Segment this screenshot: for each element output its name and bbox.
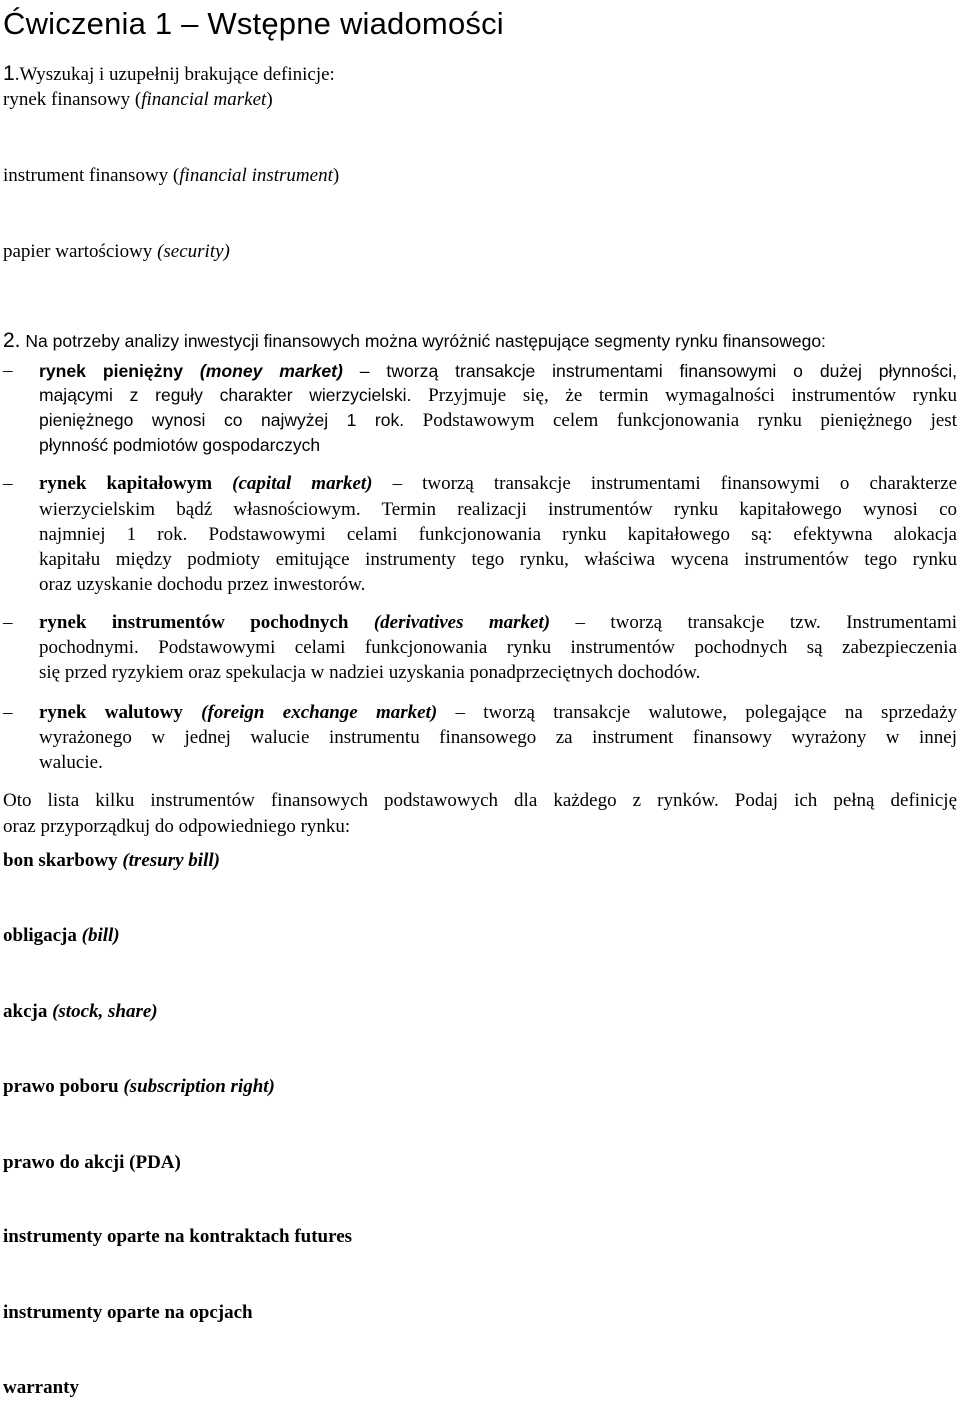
instrument-item bbox=[3, 1376, 79, 1400]
q1-item-english: financial market bbox=[141, 89, 267, 110]
instrument-name: bon skarbowy bbox=[3, 850, 118, 871]
instrument-name: warranty bbox=[3, 1377, 79, 1398]
instrument-english: (tresury bill) bbox=[117, 850, 220, 871]
money-market-line-4: płynność podmiotów gospodarczych bbox=[39, 435, 321, 455]
instrument-name: prawo poboru bbox=[3, 1076, 119, 1097]
q1-item-term: instrument finansowy ( bbox=[3, 165, 180, 186]
instrument-name: instrumenty oparte na kontraktach futures bbox=[3, 1226, 353, 1247]
dash-derivatives: – bbox=[3, 612, 13, 633]
page-title: Ćwiczenia 1 – Wstępne wiadomości bbox=[3, 6, 504, 41]
instrument-item bbox=[3, 1075, 275, 1099]
text-run: mającymi z reguły charakter wierzycielski. bbox=[39, 385, 412, 405]
derivatives-market-english: (derivatives market) bbox=[373, 612, 551, 633]
q2-intro bbox=[3, 329, 826, 353]
q1-item-english: (security) bbox=[157, 241, 230, 262]
forex-market-line-1 bbox=[39, 701, 957, 725]
forex-market-line-2: wyrażonego w jednej walucie instrumentu finansowego za instrument finansowy wyrażony w innej bbox=[39, 727, 957, 748]
money-market-def: – tworzą transakcje instrumentami finansowymi o dużej płynności, bbox=[359, 361, 957, 381]
derivatives-market-def: – tworzą transakcje tzw. Instrumentami bbox=[575, 612, 958, 633]
q1-number: 1 bbox=[3, 62, 15, 85]
forex-market-term: rynek walutowy bbox=[39, 702, 183, 723]
instrument-item bbox=[3, 1301, 253, 1325]
capital-market-line-2: wierzycielskim bądź własnościowym. Termin realizacji instrumentów rynku kapitałowego wynosi co bbox=[39, 499, 957, 520]
forex-market-english: (foreign exchange market) bbox=[201, 702, 438, 723]
capital-market-term: rynek kapitałowym bbox=[39, 473, 213, 494]
instrument-english: (stock, share) bbox=[47, 1001, 158, 1022]
q2-number: 2. bbox=[3, 329, 21, 352]
instrument-name: prawo do akcji (PDA) bbox=[3, 1152, 181, 1173]
q2-intro-text: Na potrzeby analizy inwestycji finansowych można wyróżnić następujące segmenty rynku finansowego: bbox=[20, 331, 826, 351]
capital-market-line-4: kapitału między podmioty emitujące instrumenty tego rynku, właściwa wycena instrumentów tego rynku bbox=[39, 549, 957, 570]
list-intro-line-1: Oto lista kilku instrumentów finansowych podstawowych dla każdego z rynków. Podaj ich pełną definicję bbox=[3, 790, 957, 811]
q1-item-financial-instrument bbox=[3, 164, 339, 188]
q1-item-close: ) bbox=[266, 89, 273, 110]
instrument-name: instrumenty oparte na opcjach bbox=[3, 1302, 253, 1323]
forex-market-def: – tworzą transakcje walutowe, polegające na sprzedaży bbox=[455, 702, 958, 723]
capital-market-line-5: oraz uzyskanie dochodu przez inwestorów. bbox=[39, 574, 366, 595]
q1-instruction-text: .Wyszukaj i uzupełnij brakujące definicje: bbox=[14, 64, 335, 85]
money-market-line-1 bbox=[39, 359, 957, 383]
q1-item-security bbox=[3, 240, 230, 264]
instrument-item bbox=[3, 1000, 158, 1024]
q1-item-close: ) bbox=[332, 165, 340, 186]
money-market-line-2 bbox=[39, 383, 957, 408]
instrument-name: akcja bbox=[3, 1001, 48, 1022]
q1-item-english: financial instrument bbox=[179, 165, 333, 186]
text-run: pieniężnego wynosi co najwyżej 1 rok. bbox=[39, 410, 405, 430]
text-run: Podstawowym celem funkcjonowania rynku pieniężnego jest bbox=[422, 410, 957, 431]
instrument-english: (bill) bbox=[76, 925, 120, 946]
list-intro-line-2: oraz przyporządkuj do odpowiedniego rynku: bbox=[3, 816, 351, 837]
instrument-item bbox=[3, 1151, 181, 1175]
forex-market-line-3: walucie. bbox=[39, 752, 103, 773]
instrument-item bbox=[3, 849, 220, 873]
capital-market-line-1 bbox=[39, 472, 957, 496]
derivatives-market-line-2: pochodnymi. Podstawowymi celami funkcjonowania rynku instrumentów pochodnych są zabezpieczenia bbox=[39, 637, 957, 658]
q1-instruction bbox=[3, 62, 335, 87]
money-market-line-3 bbox=[39, 408, 957, 433]
capital-market-def: – tworzą transakcje instrumentami finansowymi o charakterze bbox=[392, 473, 958, 494]
instrument-item bbox=[3, 924, 120, 948]
q1-item-term: papier wartościowy bbox=[3, 241, 158, 262]
derivatives-market-line-3: się przed ryzykiem oraz spekulacja w nadziei uzyskania ponadprzeciętnych dochodów. bbox=[39, 662, 701, 683]
dash-forex: – bbox=[3, 702, 13, 723]
q1-item-term: rynek finansowy ( bbox=[3, 89, 142, 110]
instrument-name: obligacja bbox=[3, 925, 77, 946]
q1-item-financial-market bbox=[3, 88, 273, 112]
instrument-english: (subscription right) bbox=[118, 1076, 275, 1097]
derivatives-market-term: rynek instrumentów pochodnych bbox=[39, 612, 349, 633]
derivatives-market-line-1 bbox=[39, 611, 957, 635]
text-run: Przyjmuje się, że termin wymagalności instrumentów rynku bbox=[428, 385, 957, 406]
money-market-english: (money market) bbox=[199, 361, 343, 381]
money-market-term: rynek pieniężny bbox=[39, 361, 183, 381]
capital-market-line-3: najmniej 1 rok. Podstawowymi celami funkcjonowania rynku kapitałowego są: efektywna alokacja bbox=[39, 524, 957, 545]
capital-market-english: (capital market) bbox=[232, 473, 373, 494]
instrument-item bbox=[3, 1225, 352, 1249]
dash-capital: – bbox=[3, 473, 13, 494]
dash-money: – bbox=[3, 360, 13, 381]
